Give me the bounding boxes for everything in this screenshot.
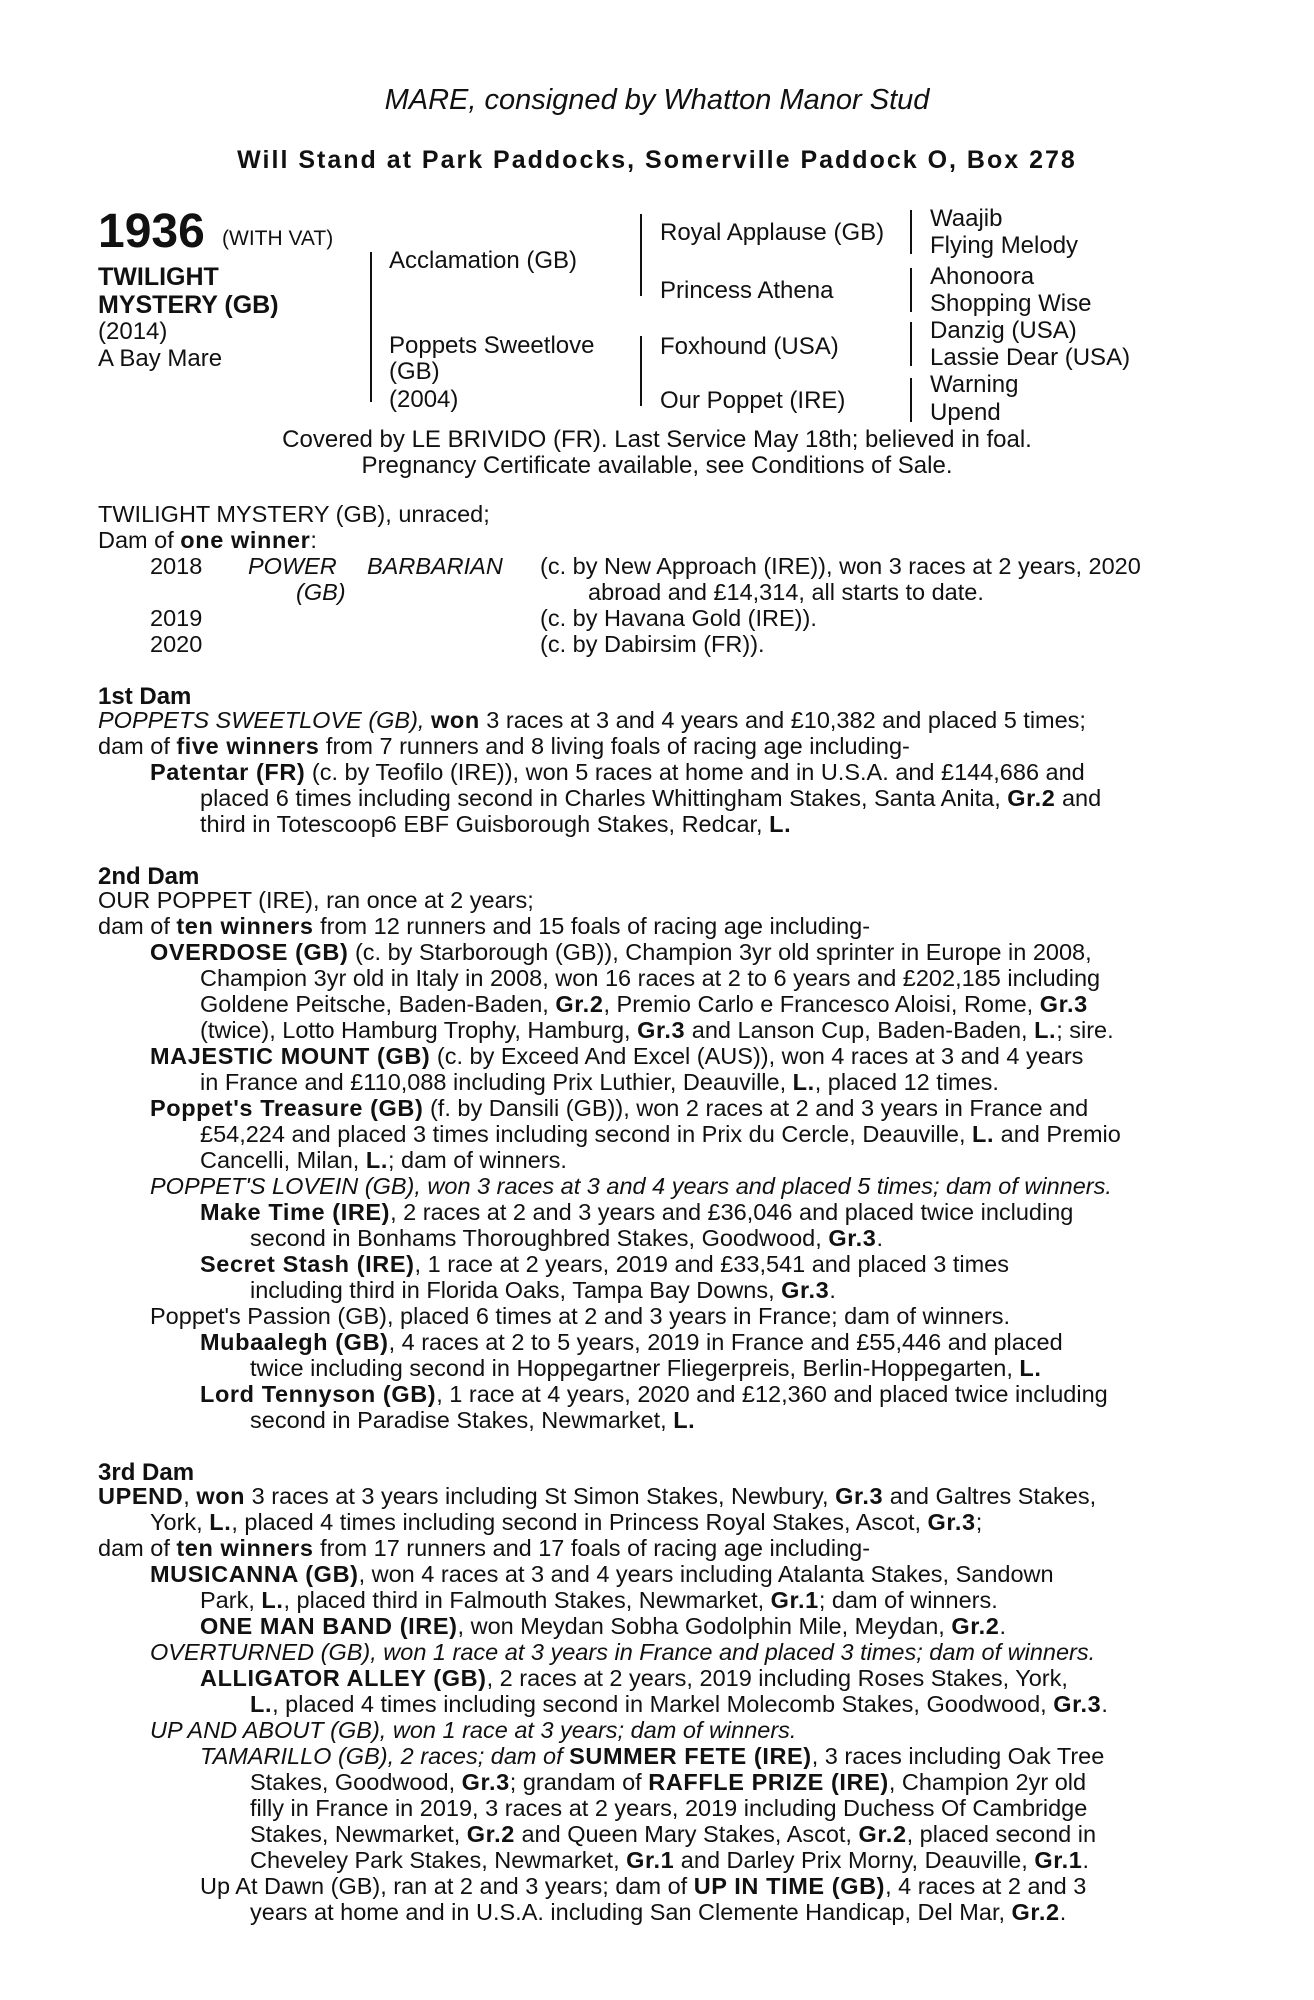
musicanna-line1: MUSICANNA (GB), won 4 races at 3 and 4 years including Atalanta Stakes, Sandown xyxy=(150,1561,1054,1587)
dam-line1: Poppets Sweetlove xyxy=(389,332,595,359)
produce-desc-2018-a: (c. by New Approach (IRE)), won 3 races at 2 years, 2020 xyxy=(540,553,1141,579)
horse-name-line2: MYSTERY (GB) xyxy=(98,291,279,319)
gg-upend: Upend xyxy=(930,399,1001,426)
one-man-band-line: ONE MAN BAND (IRE), won Meydan Sobha Godolphin Mile, Meydan, Gr.2. xyxy=(200,1613,1007,1639)
g-bracket-2 xyxy=(910,268,912,312)
tamarillo-line5: Cheveley Park Stakes, Newmarket, Gr.1 and Darley Prix Morny, Deauville, Gr.1. xyxy=(250,1847,1089,1873)
pregnancy-note: Pregnancy Certificate available, see Conditions of Sale. xyxy=(361,452,953,479)
secret-stash-line1: Secret Stash (IRE), 1 race at 2 years, 2019 and £33,541 and placed 3 times xyxy=(200,1251,1009,1277)
dam-sire: Foxhound (USA) xyxy=(660,333,839,360)
g-bracket-4 xyxy=(910,378,912,422)
secret-stash-line2: including third in Florida Oaks, Tampa Bay Downs, Gr.3. xyxy=(250,1277,836,1303)
produce-desc-2020: (c. by Dabirsim (FR)). xyxy=(540,631,765,657)
make-time-line2: second in Bonhams Thoroughbred Stakes, Goodwood, Gr.3. xyxy=(250,1225,883,1251)
produce-desc-2018-b: abroad and £14,314, all starts to date. xyxy=(588,579,984,605)
tamarillo-line1: TAMARILLO (GB), 2 races; dam of SUMMER FETE (IRE), 3 races including Oak Tree xyxy=(200,1743,1105,1769)
lord-tennyson-line2: second in Paradise Stakes, Newmarket, L. xyxy=(250,1407,696,1433)
up-at-dawn-line2: years at home and in U.S.A. including San Clemente Handicap, Del Mar, Gr.2. xyxy=(250,1899,1067,1925)
horse-name-line1: TWILIGHT xyxy=(98,263,219,291)
up-at-dawn-line1: Up At Dawn (GB), ran at 2 and 3 years; dam of UP IN TIME (GB), 4 races at 2 and 3 xyxy=(200,1873,1087,1899)
first-dam-line1: POPPETS SWEETLOVE (GB), won 3 races at 3 and 4 years and £10,382 and placed 5 times; xyxy=(98,707,1086,733)
stand-location: Will Stand at Park Paddocks, Somerville Paddock O, Box 278 xyxy=(237,146,1077,174)
gg-warning: Warning xyxy=(930,371,1019,398)
sire: Acclamation (GB) xyxy=(389,247,578,274)
overdose-line4: (twice), Lotto Hamburg Trophy, Hamburg, Gr.3 and Lanson Cup, Baden-Baden, L.; sire. xyxy=(200,1017,1114,1043)
horse-name xyxy=(98,263,279,319)
overdose-line2: Champion 3yr old in Italy in 2008, won 16 races at 2 to 6 years and £202,185 including xyxy=(200,965,1101,991)
gg-flying-melody: Flying Melody xyxy=(930,232,1079,259)
gg-ahonoora: Ahonoora xyxy=(930,263,1035,290)
poppets-treasure-line1: Poppet's Treasure (GB) (f. by Dansili (GB)), won 2 races at 2 and 3 years in France and xyxy=(150,1095,1089,1121)
sire-dam: Princess Athena xyxy=(660,277,834,304)
lord-tennyson-line1: Lord Tennyson (GB), 1 race at 4 years, 2020 and £12,360 and placed twice including xyxy=(200,1381,1108,1407)
gg-danzig: Danzig (USA) xyxy=(930,317,1077,344)
dam-dam: Our Poppet (IRE) xyxy=(660,387,846,414)
dam-of-line: Dam of one winner: xyxy=(98,527,317,553)
alligator-alley-line2: L., placed 4 times including second in Markel Molecomb Stakes, Goodwood, Gr.3. xyxy=(250,1691,1108,1717)
covering-note: Covered by LE BRIVIDO (FR). Last Service May 18th; believed in foal. xyxy=(282,426,1032,453)
sire-line-bracket xyxy=(640,214,642,296)
lot-number: 1936 xyxy=(98,205,205,258)
alligator-alley-line1: ALLIGATOR ALLEY (GB), 2 races at 2 years, 2019 including Roses Stakes, York, xyxy=(200,1665,1068,1691)
third-dam-title: 3rd Dam xyxy=(98,1459,195,1486)
upend-line1: UPEND, won 3 races at 3 years including St Simon Stakes, Newbury, Gr.3 and Galtres Stakes, xyxy=(98,1483,1097,1509)
foaling-year: (2014) xyxy=(98,318,168,345)
produce-desc-2019: (c. by Havana Gold (IRE)). xyxy=(540,605,817,631)
overturned-line: OVERTURNED (GB), won 1 race at 3 years in France and placed 3 times; dam of winners. xyxy=(150,1639,1096,1665)
produce-name-part3: (GB) xyxy=(296,579,346,605)
second-dam-title: 2nd Dam xyxy=(98,863,200,890)
overdose-line3: Goldene Peitsche, Baden-Baden, Gr.2, Premio Carlo e Francesco Aloisi, Rome, Gr.3 xyxy=(200,991,1088,1017)
poppets-treasure-line2: £54,224 and placed 3 times including second in Prix du Cercle, Deauville, L. and Premio xyxy=(200,1121,1121,1147)
catalogue-title: MARE, consigned by Whatton Manor Stud xyxy=(384,84,930,116)
majestic-mount-line2: in France and £110,088 including Prix Luthier, Deauville, L., placed 12 times. xyxy=(200,1069,999,1095)
sire-sire: Royal Applause (GB) xyxy=(660,219,885,246)
gg-shopping-wise: Shopping Wise xyxy=(930,290,1092,317)
vat-note: (WITH VAT) xyxy=(222,227,334,250)
produce-year-2020: 2020 xyxy=(150,631,203,657)
tamarillo-line4: Stakes, Newmarket, Gr.2 and Queen Mary Stakes, Ascot, Gr.2, placed second in xyxy=(250,1821,1097,1847)
produce-year-2019: 2019 xyxy=(150,605,203,631)
mubaalegh-line1: Mubaalegh (GB), 4 races at 2 to 5 years, 2019 in France and £55,446 and placed xyxy=(200,1329,1063,1355)
poppets-passion-line: Poppet's Passion (GB), placed 6 times at 2 and 3 years in France; dam of winners. xyxy=(150,1303,1011,1329)
make-time-line1: Make Time (IRE), 2 races at 2 and 3 years and £36,046 and placed twice including xyxy=(200,1199,1074,1225)
produce-name-part1: POWER xyxy=(248,553,337,579)
musicanna-line2: Park, L., placed third in Falmouth Stakes, Newmarket, Gr.1; dam of winners. xyxy=(200,1587,998,1613)
horse-description: A Bay Mare xyxy=(98,345,223,372)
overdose-line1: OVERDOSE (GB) (c. by Starborough (GB)), Champion 3yr old sprinter in Europe in 2008, xyxy=(150,939,1092,965)
dam-line3: (2004) xyxy=(389,386,459,413)
upend-line3: dam of ten winners from 17 runners and 17 foals of racing age including- xyxy=(98,1535,871,1561)
gg-waajib: Waajib xyxy=(930,205,1003,232)
g-bracket-1 xyxy=(910,210,912,254)
dam-line2: (GB) xyxy=(389,358,440,385)
up-and-about-line: UP AND ABOUT (GB), won 1 race at 3 years; dam of winners. xyxy=(150,1717,797,1743)
g-bracket-3 xyxy=(910,322,912,366)
first-dam-line3: Patentar (FR) (c. by Teofilo (IRE)), won 5 races at home and in U.S.A. and £144,686 and xyxy=(150,759,1085,785)
second-dam-line2: dam of ten winners from 12 runners and 15 foals of racing age including- xyxy=(98,913,871,939)
first-dam-line2: dam of five winners from 7 runners and 8 living foals of racing age including- xyxy=(98,733,910,759)
produce-year-2018: 2018 xyxy=(150,553,203,579)
first-dam-title: 1st Dam xyxy=(98,683,192,710)
tamarillo-line2: Stakes, Goodwood, Gr.3; grandam of RAFFLE PRIZE (IRE), Champion 2yr old xyxy=(250,1769,1087,1795)
upend-line2: York, L., placed 4 times including second in Princess Royal Stakes, Ascot, Gr.3; xyxy=(150,1509,983,1535)
second-dam-line1: OUR POPPET (IRE), ran once at 2 years; xyxy=(98,887,534,913)
majestic-mount-line1: MAJESTIC MOUNT (GB) (c. by Exceed And Excel (AUS)), won 4 races at 3 and 4 years xyxy=(150,1043,1084,1069)
sire-dam-bracket xyxy=(370,252,372,402)
produce-name-part2: BARBARIAN xyxy=(367,553,503,579)
first-dam-line5: third in Totescoop6 EBF Guisborough Stakes, Redcar, L. xyxy=(200,811,792,837)
gg-lassie-dear: Lassie Dear (USA) xyxy=(930,344,1131,371)
tamarillo-line3: filly in France in 2019, 3 races at 2 years, 2019 including Duchess Of Cambridge xyxy=(250,1795,1088,1821)
first-dam-line4: placed 6 times including second in Charles Whittingham Stakes, Santa Anita, Gr.2 and xyxy=(200,785,1102,811)
poppets-lovein-line: POPPET'S LOVEIN (GB), won 3 races at 3 and 4 years and placed 5 times; dam of winners. xyxy=(150,1173,1112,1199)
mubaalegh-line2: twice including second in Hoppegartner Fliegerpreis, Berlin-Hoppegarten, L. xyxy=(250,1355,1042,1381)
dam-intro: TWILIGHT MYSTERY (GB), unraced; xyxy=(98,501,490,527)
dam-line-bracket xyxy=(640,336,642,406)
poppets-treasure-line3: Cancelli, Milan, L.; dam of winners. xyxy=(200,1147,567,1173)
